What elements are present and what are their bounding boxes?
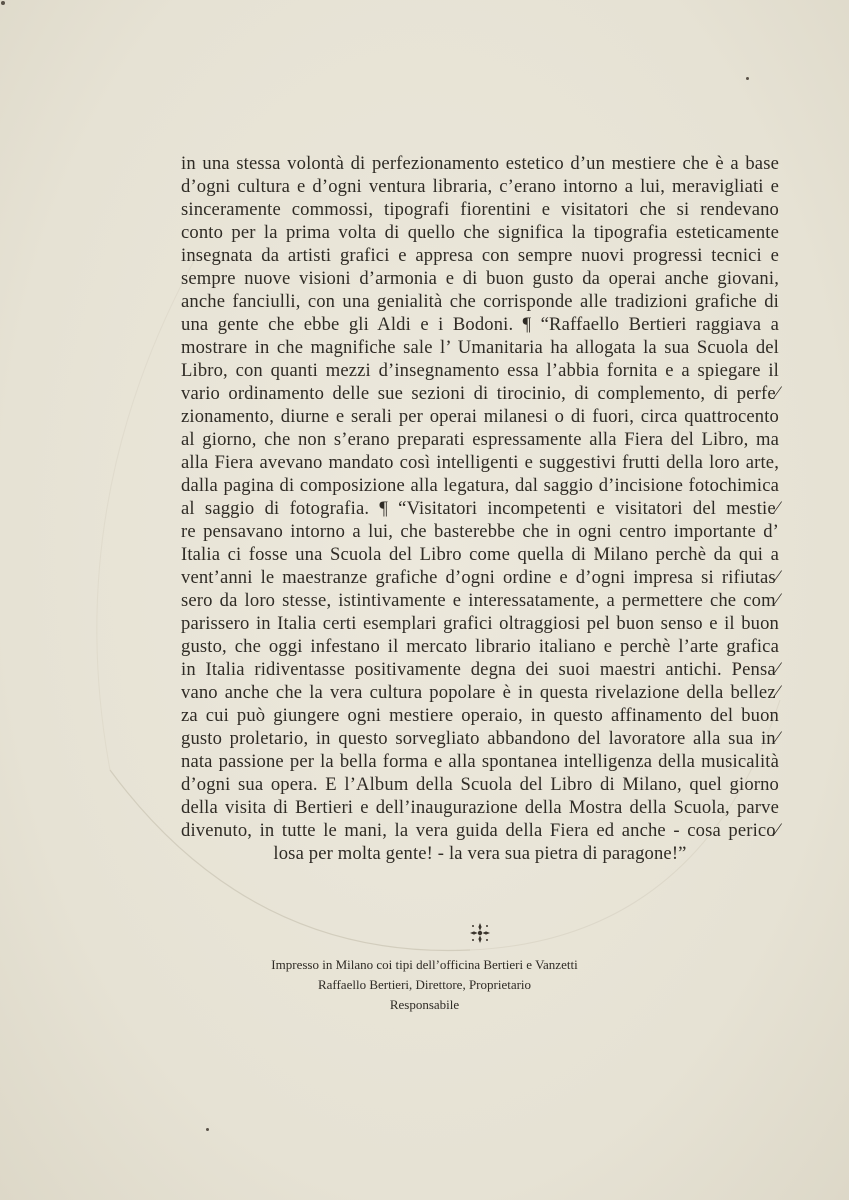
text-line: in una stessa volontà di perfezionamento estetico d’un mestiere che è a base xyxy=(181,153,779,174)
text-line: sero da loro stesse, istintivamente e interessatamente, a permettere che com⁄ xyxy=(181,590,779,611)
cross-fleuron-icon xyxy=(469,922,491,944)
text-line: Libro, con quanti mezzi d’insegnamento essa l’abbia fornita e a spiegare il xyxy=(181,360,779,381)
text-line: al saggio di fotografia. ¶ “Visitatori incompetenti e visitatori del mestie⁄ xyxy=(181,498,779,519)
text-line: al giorno, che non s’erano preparati espressamente alla Fiera del Libro, ma xyxy=(181,429,779,450)
body-paragraph xyxy=(181,152,779,865)
text-line: conto per la prima volta di quello che significa la tipografia esteticamente xyxy=(181,222,779,243)
text-line: anche fanciulli, con una genialità che corrisponde alle tradizioni grafiche di xyxy=(181,291,779,312)
text-line: dalla pagina di composizione alla legatura, dal saggio d’incisione fotochimica xyxy=(181,475,779,496)
text-line: gusto, che oggi infestano il mercato librario italiano e perchè l’arte grafica xyxy=(181,636,779,657)
text-line: gusto proletario, in questo sorvegliato abbandono del lavoratore alla sua in⁄ xyxy=(181,728,779,749)
text-line: vario ordinamento delle sue sezioni di tirocinio, di complemento, di perfe⁄ xyxy=(181,383,779,404)
text-line: zionamento, diurne e serali per operai milanesi o di fuori, circa quattrocento xyxy=(181,406,779,427)
text-line: vano anche che la vera cultura popolare è in questa rivelazione della bellez⁄ xyxy=(181,682,779,703)
paper-speck xyxy=(746,77,749,80)
colophon xyxy=(0,955,849,1015)
text-line: insegnata da artisti grafici e appresa con sempre nuovi progressi tecnici e xyxy=(181,245,779,266)
text-line: d’ogni sua opera. E l’Album della Scuola del Libro di Milano, quel giorno xyxy=(181,774,779,795)
text-line: za cui può giungere ogni mestiere operaio, in questo affinamento del buon xyxy=(181,705,779,726)
text-line: parissero in Italia certi esemplari grafici oltraggiosi pel buon senso e il buon xyxy=(181,613,779,634)
text-line: della visita di Bertieri e dell’inaugurazione della Mostra della Scuola, parve xyxy=(181,797,779,818)
text-line: divenuto, in tutte le mani, la vera guida della Fiera ed anche - cosa perico⁄ xyxy=(181,820,779,841)
colophon-director-line: Raffaello Bertieri, Direttore, Proprietario xyxy=(317,977,532,992)
text-line: una gente che ebbe gli Aldi e i Bodoni. ¶ “Raffaello Bertieri raggiava a xyxy=(181,314,779,335)
text-line: mostrare in che magnifiche sale l’ Umanitaria ha allogata la sua Scuola del xyxy=(181,337,779,358)
text-line: Italia ci fosse una Scuola del Libro come quella di Milano perchè da qui a xyxy=(181,544,779,565)
text-line: nata passione per la bella forma e alla spontanea intelligenza della musicalità xyxy=(181,751,779,772)
text-line: d’ogni cultura e d’ogni ventura libraria, c’erano intorno a lui, meravigliati e xyxy=(181,176,779,197)
colophon-printer-line: Impresso in Milano coi tipi dell’officina Bertieri e Vanzetti xyxy=(271,957,578,972)
text-line: in Italia ridiventasse positivamente degna dei suoi maestri antichi. Pensa⁄ xyxy=(181,659,779,680)
text-line: alla Fiera avevano mandato così intelligenti e suggestivi frutti della loro arte, xyxy=(181,452,779,473)
colophon-responsible-line: Responsabile xyxy=(389,997,460,1012)
paper-speck xyxy=(1,1,5,5)
text-line: vent’anni le maestranze grafiche d’ogni ordine e d’ogni impresa si rifiutas⁄ xyxy=(181,567,779,588)
paper-speck xyxy=(206,1128,209,1131)
text-line: sempre nuove visioni d’armonia e di buon gusto da operai anche giovani, xyxy=(181,268,779,289)
text-line-final: losa per molta gente! - la vera sua pietra di paragone!” xyxy=(273,843,687,864)
text-line: sinceramente commossi, tipografi fiorentini e visitatori che si rendevano xyxy=(181,199,779,220)
text-line: re pensavano intorno a lui, che basterebbe che in ogni centro importante d’ xyxy=(181,521,779,542)
